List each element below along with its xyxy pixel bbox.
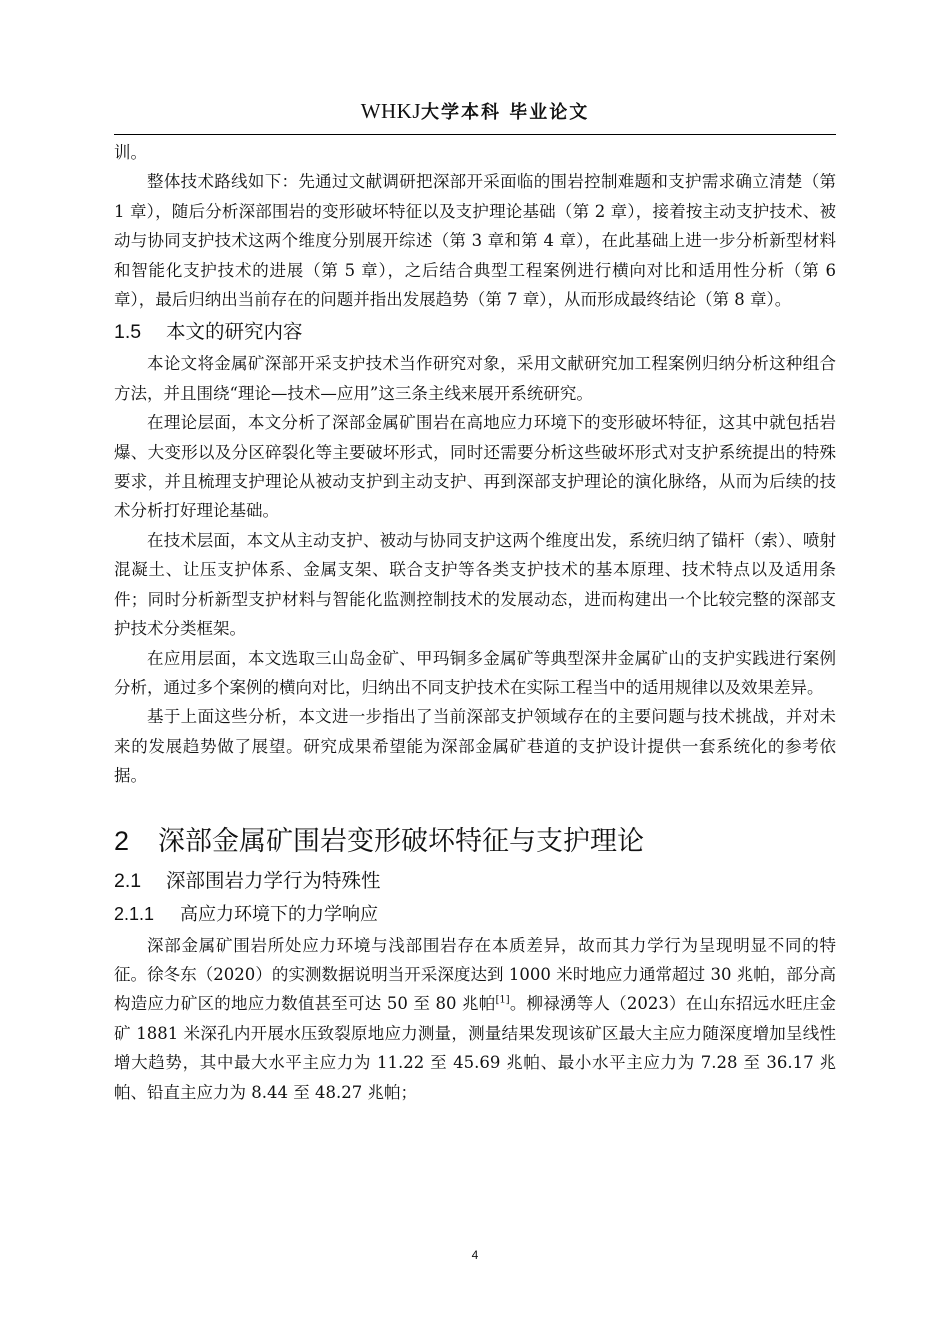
subsection-heading-2-1-1 bbox=[114, 898, 836, 931]
paragraph: 整体技术路线如下：先通过文献调研把深部开采面临的围岩控制难题和支护需求确立清楚（第 1 章），随后分析深部围岩的变形破坏特征以及支护理论基础（第 2 章），接着按主动支护技术、被动与协同支护技术这两个维度分别展开综述（第 3 章和第 4 章），在此基础上进一步分析新型材料和智能化支护技术的进展（第 5 章），之后结合典型工程案例进行横向对比和适用性分析（第 6 章），最后归纳出当前存在的问题并指出发展趋势（第 7 章），从而形成最终结论（第 8 章）。 bbox=[114, 172, 836, 310]
section-title: 本文的研究内容 bbox=[166, 320, 303, 344]
paragraph-text: 深部金属矿围岩所处应力环境与浅部围岩存在本质差异，故而其力学行为呈现明显不同的特征。徐冬东（2020）的实测数据说明当开采深度达到 1000 米时地应力通常超过 30 兆帕，部分高构造应力矿区的地应力数值甚至可达 50 至 80 兆帕 bbox=[114, 935, 836, 1014]
chapter-title: 深部金属矿围岩变形破坏特征与支护理论 bbox=[158, 825, 644, 857]
header-latin-text: WHKJ bbox=[360, 99, 422, 123]
citation-reference[interactable]: [1] bbox=[495, 994, 510, 1006]
chapter-heading-2 bbox=[114, 821, 836, 862]
paragraph: 在技术层面，本文从主动支护、被动与协同支护这两个维度出发，系统归纳了锚杆（索）、喷射混凝土、让压支护体系、金属支架、联合支护等各类支护技术的基本原理、技术特点以及适用条件；同时分析新型支护材料与智能化监测控制技术的发展动态，进而构建出一个比较完整的深部支护技术分类框架。 bbox=[114, 530, 836, 639]
header-title: 大学本科 毕业论文 bbox=[421, 102, 590, 123]
section-title: 深部围岩力学行为特殊性 bbox=[166, 868, 381, 892]
section-number: 2.1 bbox=[114, 869, 142, 892]
subsection-title: 高应力环境下的力学响应 bbox=[180, 903, 378, 925]
paragraph: 在理论层面，本文分析了深部金属矿围岩在高地应力环境下的变形破坏特征，这其中就包括岩爆、大变形以及分区碎裂化等主要破坏形式，同时还需要分析这些破坏形式对支护系统提出的特殊要求，并且梳理支护理论从被动支护到主动支护、再到深部支护理论的演化脉络，从而为后续的技术分析打好理论基础。 bbox=[114, 413, 836, 521]
section-number: 1.5 bbox=[114, 321, 142, 344]
chapter-number: 2 bbox=[114, 825, 130, 856]
paragraph: 训。 bbox=[114, 143, 147, 162]
document-body bbox=[114, 138, 836, 1107]
subsection-number: 2.1.1 bbox=[114, 903, 155, 924]
paragraph: 本论文将金属矿深部开采支护技术当作研究对象，采用文献研究加工程案例归纳分析这种组合方法，并且围绕“理论—技术—应用”这三条主线来展开系统研究。 bbox=[114, 354, 836, 403]
page-header bbox=[114, 92, 836, 135]
section-heading-2-1 bbox=[114, 866, 836, 896]
paragraph: 在应用层面，本文选取三山岛金矿、甲玛铜多金属矿等典型深井金属矿山的支护实践进行案例分析，通过多个案例的横向对比，归纳出不同支护技术在实际工程当中的适用规律以及效果差异。 bbox=[114, 648, 836, 697]
page-number: 4 bbox=[471, 1248, 479, 1262]
paragraph-text: 。柳禄湧等人（2023）在山东招远水旺庄金矿 1881 米深孔内开展水压致裂原地应力测量，测量结果发现该矿区最大主应力随深度增加呈线性增大趋势，其中最大水平主应力为 11.22 至 45.69 兆帕、最小水平主应力为 7.28 至 36.17 兆帕、铅直主应力为 8.44 至 48.27 兆帕； bbox=[114, 994, 836, 1102]
section-heading-1-5 bbox=[114, 317, 836, 347]
paragraph: 基于上面这些分析，本文进一步指出了当前深部支护领域存在的主要问题与技术挑战，并对未来的发展趋势做了展望。研究成果希望能为深部金属矿巷道的支护设计提供一套系统化的参考依据。 bbox=[114, 707, 836, 786]
paragraph bbox=[114, 931, 836, 1107]
